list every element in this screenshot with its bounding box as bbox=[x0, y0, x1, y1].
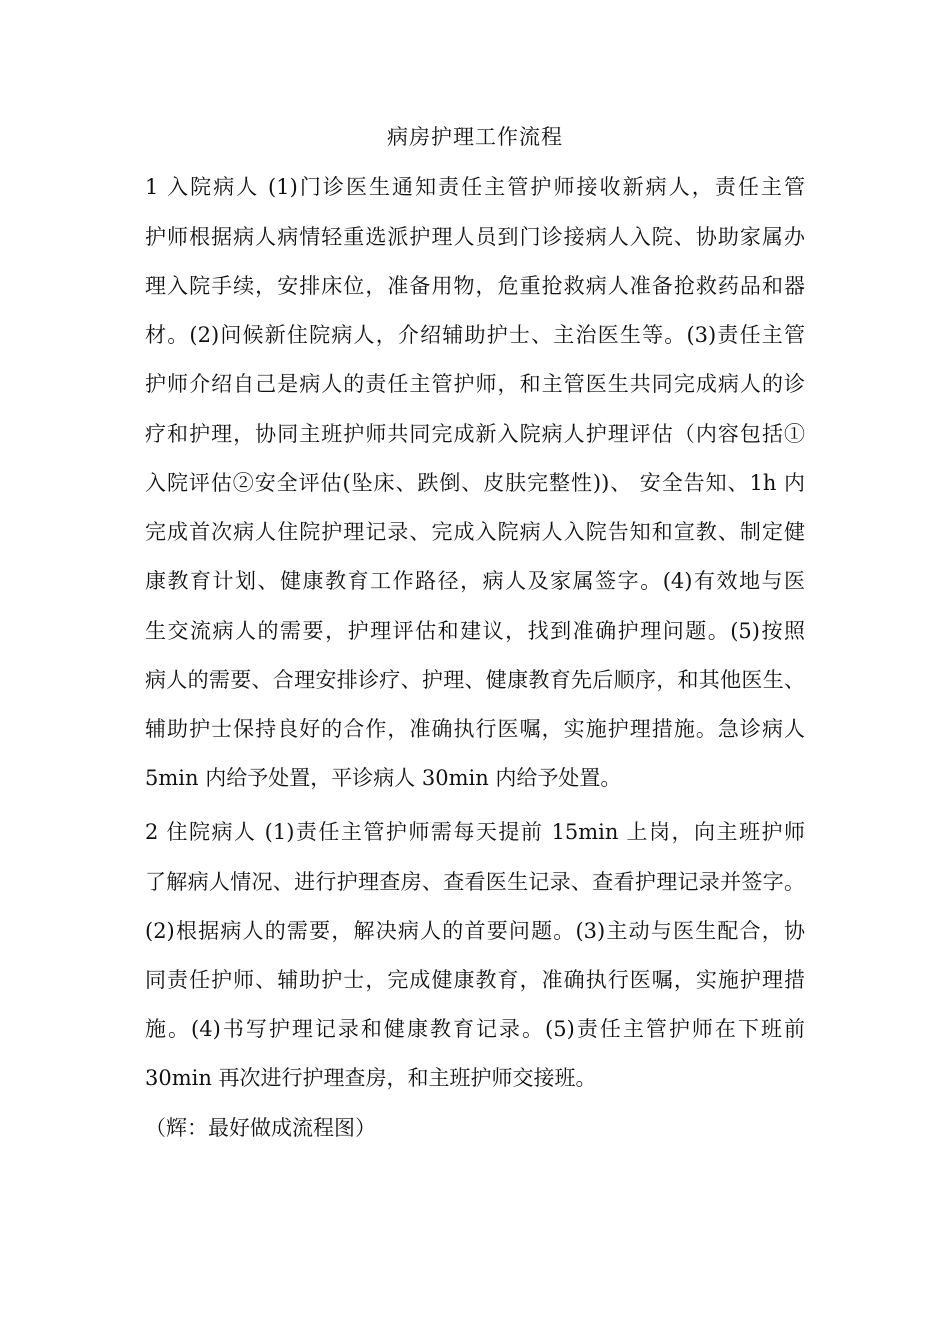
section1-line-1: 1 入院病人 (1)门诊医生通知责任主管护师接收新病人，责任主管 bbox=[145, 175, 805, 199]
section1-line-9: 康教育计划、健康教育工作路径，病人及家属签字。(4)有效地与医 bbox=[145, 569, 805, 593]
section1-line-4: 材。(2)问候新住院病人，介绍辅助护士、主治医生等。(3)责任主管 bbox=[145, 323, 805, 347]
section1-line-5: 护师介绍自己是病人的责任主管护师，和主管医生共同完成病人的诊 bbox=[145, 372, 805, 396]
section2-line-1: 2 住院病人 (1)责任主管护师需每天提前 15min 上岗，向主班护师 bbox=[145, 820, 805, 844]
section2-line-6: 30min 再次进行护理查房，和主班护师交接班。 bbox=[145, 1066, 597, 1090]
section2-line-2: 了解病人情况、进行护理查房、查看医生记录、查看护理记录并签字。 bbox=[145, 870, 805, 894]
section1-line-7: 入院评估②安全评估(坠床、跌倒、皮肤完整性))、 安全告知、1h 内 bbox=[145, 471, 805, 495]
document-title: 病房护理工作流程 bbox=[387, 125, 563, 149]
section2-line-3: (2)根据病人的需要，解决病人的首要问题。(3)主动与医生配合，协 bbox=[145, 919, 805, 943]
section1-line-12: 辅助护士保持良好的合作，准确执行医嘱，实施护理措施。急诊病人 bbox=[145, 717, 805, 741]
section1-line-11: 病人的需要、合理安排诊疗、护理、健康教育先后顺序，和其他医生、 bbox=[145, 668, 805, 692]
section1-line-8: 完成首次病人住院护理记录、完成入院病人入院告知和宣教、制定健 bbox=[145, 520, 805, 544]
section1-line-13: 5min 内给予处置，平诊病人 30min 内给予处置。 bbox=[145, 766, 622, 790]
section1-line-3: 理入院手续，安排床位，准备用物，危重抢救病人准备抢救药品和器 bbox=[145, 274, 805, 298]
section1-line-2: 护师根据病人病情轻重选派护理人员到门诊接病人入院、协助家属办 bbox=[145, 225, 805, 249]
section1-line-6: 疗和护理，协同主班护师共同完成新入院病人护理评估（内容包括① bbox=[145, 422, 805, 446]
section1-line-10: 生交流病人的需要，护理评估和建议，找到准确护理问题。(5)按照 bbox=[145, 619, 805, 643]
section2-line-5: 施。(4)书写护理记录和健康教育记录。(5)责任主管护师在下班前 bbox=[145, 1017, 805, 1041]
section2-line-4: 同责任护师、辅助护士，完成健康教育，准确执行医嘱，实施护理措 bbox=[145, 968, 805, 992]
editor-note: （辉：最好做成流程图） bbox=[145, 1116, 376, 1140]
